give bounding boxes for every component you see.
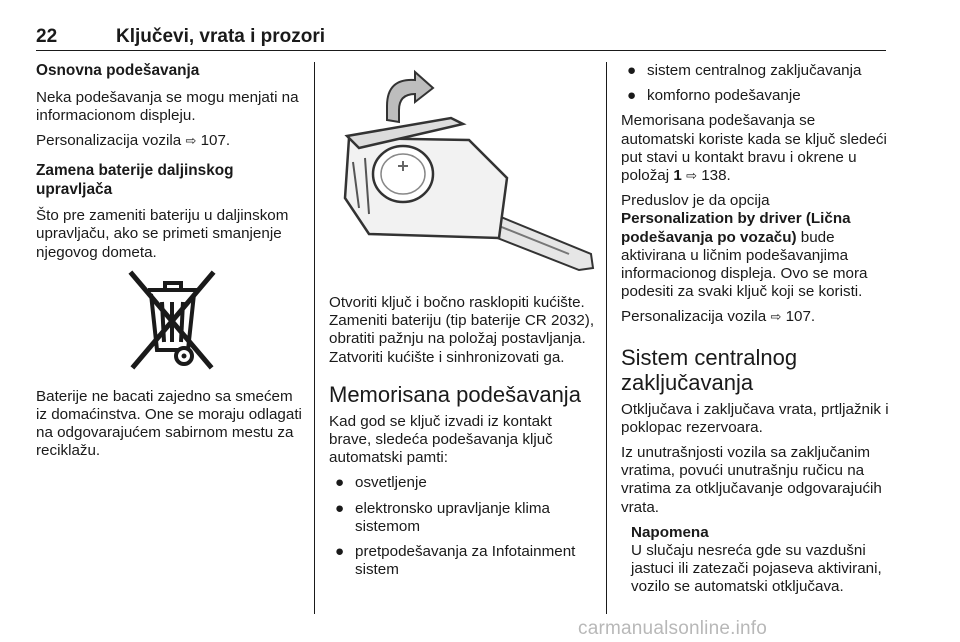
column-middle (329, 62, 597, 586)
paragraph-disposal: Baterije ne bacati zajedno sa smećem iz domaćinstva. One se moraju odlagati na odgovarajućem sabirnom mestu za reciklažu. (36, 387, 302, 460)
paragraph-personalization: Personalizacija vozila ⇨ 107. (621, 308, 816, 326)
note-title: Napomena (631, 523, 709, 541)
column-divider (314, 62, 315, 614)
list-item: ● pretpodešavanja za Infotainment sistem (335, 543, 576, 579)
page-header (36, 22, 886, 51)
bullet-icon: ● (335, 543, 345, 561)
column-left (36, 62, 304, 468)
memorized-settings-list (329, 474, 597, 579)
paragraph-battery-steps: Otvoriti ključ i bočno rasklopiti kućište. Zameniti bateriju (tip baterije CR 2032), obratiti pažnju na položaj postavljanja. Zatvoriti kućište i sinhronizovati ga. (329, 294, 595, 366)
paragraph-central-locking: Otključava i zaključava vrata, prtljažnik i poklopac rezervoara. (621, 400, 889, 436)
page-ref-arrow-icon: ⇨ (185, 132, 197, 148)
column-right (621, 62, 889, 597)
note-box (621, 524, 889, 597)
ignition-position: 1 (673, 167, 682, 185)
heading-memorized-settings: Memorisana podešavanja (329, 381, 581, 407)
page-ref-link[interactable]: 138. (701, 167, 731, 185)
key-battery-illustration (329, 58, 595, 280)
list-item: ● osvetljenje (335, 474, 427, 492)
bullet-icon: ● (627, 87, 637, 105)
list-item: ● elektronsko upravljanje klima sistemom (335, 499, 550, 535)
bullet-icon: ● (627, 62, 637, 79)
paragraph-precondition: Preduslov je da opcija Personalization by driver (Lična podešavanja po vozaču) bude aktivirana u ličnim podešavanjima informacionog displeja. Ovo se mora podesiti za svaki ključ koji se koristi. (621, 192, 868, 301)
note-text: U slučaju nesreća gde su vazdušni jastuci ili zatezači pojaseva aktivirani, vozilo se automatski otključava. (631, 542, 882, 596)
page-ref-arrow-icon: ⇨ (686, 168, 697, 184)
page-number: 22 (36, 26, 58, 47)
page-ref-link[interactable]: 107. (200, 131, 231, 149)
paragraph-personalization: Personalizacija vozila ⇨ 107. (36, 131, 231, 149)
paragraph-auto-use: Memorisana podešavanja se automatski koriste kada se ključ sledeći put stavi u kontakt bravu i okrene u položaj 1 ⇨ 138. (621, 112, 887, 185)
list-item: ● komforno podešavanje (627, 87, 801, 105)
paragraph-memorized-settings: Kad god se ključ izvadi iz kontakt brave, sledeća podešavanja ključ automatski pamti: (329, 412, 553, 467)
column-divider (606, 62, 607, 614)
bullet-icon: ● (335, 474, 345, 492)
memorized-settings-list-continued (621, 62, 889, 105)
paragraph-basic-settings: Neka podešavanja se mogu menjati na informacionom displeju. (36, 88, 299, 124)
page-ref-arrow-icon: ⇨ (770, 309, 782, 325)
bullet-icon: ● (335, 499, 345, 517)
heading-central-locking: Sistem centralnog zaključavanja (621, 344, 798, 395)
paragraph-battery: Što pre zameniti bateriju u daljinskom upravljaču, ako se primeti smanjenje njegovog dometa. (36, 207, 289, 261)
menu-option-name: Personalization by driver (Lična podešavanja po vozaču) (621, 210, 851, 246)
crossed-bin-icon (36, 270, 304, 374)
paragraph-unlock-doors: Iz unutrašnjosti vozila sa zaključanim vratima, povući unutrašnju ručicu na vratima za otključavanje odgovarajućih vrata. (621, 444, 882, 516)
watermark: carmanualsonline.info (578, 618, 768, 639)
heading-battery-replacement: Zamena baterije daljinskog upravljača (36, 162, 234, 198)
list-item: ● sistem centralnog zaključavanja (627, 62, 862, 79)
heading-basic-settings: Osnovna podešavanja (36, 62, 200, 79)
chapter-title: Ključevi, vrata i prozori (116, 26, 326, 47)
page-ref-link[interactable]: 107. (785, 308, 816, 326)
